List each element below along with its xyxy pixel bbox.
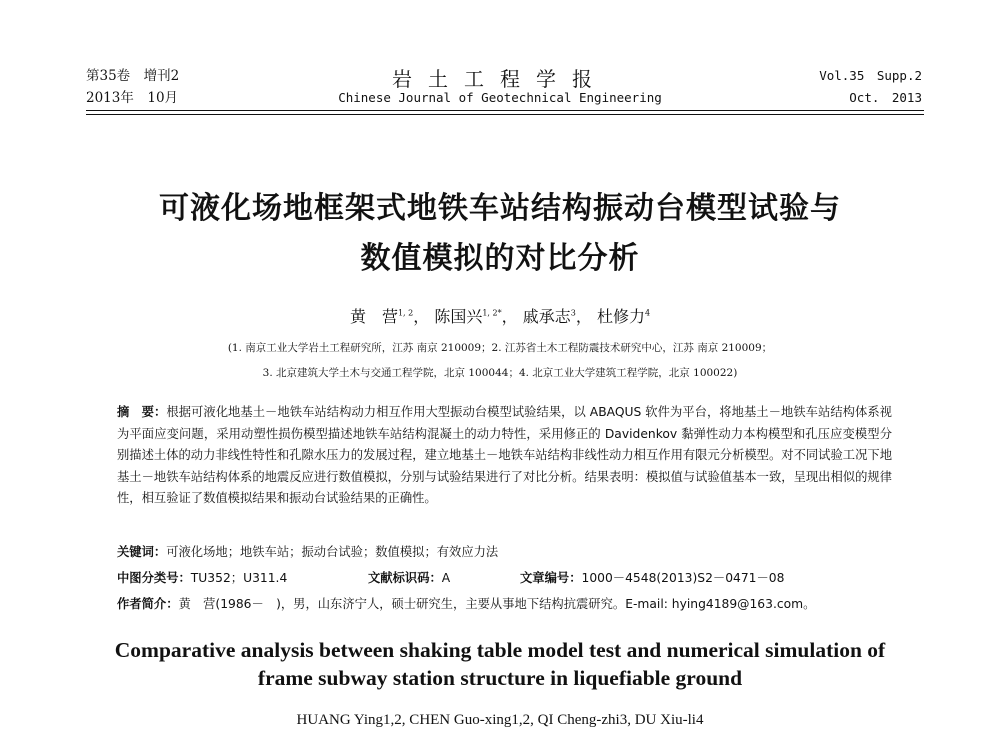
document-code-value: A (441, 571, 451, 585)
keywords-label: 关键词： (117, 545, 167, 559)
author-bio-label: 作者简介： (117, 597, 179, 611)
clc-value: TU352；U311.4 (190, 571, 288, 585)
author-affiliation-mark: 3 (570, 308, 576, 318)
article-number (520, 568, 784, 586)
keywords (117, 542, 498, 560)
document-code (368, 568, 450, 586)
article-title-en (40, 636, 960, 692)
title-en-line-2: frame subway station structure in liquefiable ground (257, 666, 743, 690)
volume-issue-cn: 第35卷 增刊2 (86, 68, 180, 84)
author-name: 黄 营 (349, 307, 398, 326)
affiliation-line-1: (1. 南京工业大学岩土工程研究所，江苏 南京 210009；2. 江苏省土木工程防震技术研究中心，江苏 南京 210009； (227, 342, 773, 354)
keywords-text: 可液化场地；地铁车站；振动台试验；数值模拟；有效应力法 (166, 545, 499, 559)
author-bio (117, 594, 815, 612)
author-name: 陈国兴 (434, 307, 483, 326)
author-affiliation-mark: 1, 2* (482, 308, 502, 318)
author-name: 戚承志 (522, 307, 571, 326)
author-affiliation-mark: 1, 2 (397, 308, 414, 318)
title-line-2: 数值模拟的对比分析 (360, 241, 640, 276)
abstract-text: 根据可液化地基土－地铁车站结构动力相互作用大型振动台模型试验结果，以 ABAQUS 软件为平台，将地基土－地铁车站结构体系视为平面应变问题，采用动塑性损伤模型描述地铁车站结构混凝土的动力特性，采用修正的 Davidenkov 黏弹性动力本构模型和孔压应变模型分别描述土体的动力非线性特性和孔隙水压力的发展过程，建立地基土－地铁车站结构非线性动力相互作用有限元分析模型。对不同试验工况下地基土－地铁车站结构体系的地震反应进行数值模拟，分别与试验结果进行了对比分析。结果表明：模拟值与试验值基本一致，呈现出相似的规律性，相互验证了数值模拟结果和振动台试验结果的正确性。 (117, 405, 892, 506)
date-cn: 2013年 10月 (86, 90, 179, 106)
volume-issue-en: Vol.35 Supp.2 (819, 68, 922, 83)
header-rule-top (86, 110, 924, 111)
date-en: Oct. 2013 (849, 90, 922, 105)
journal-title-cn: 岩土工程学报 (392, 67, 608, 91)
title-en-line-1: Comparative analysis between shaking table model test and numerical simulation of (114, 638, 886, 662)
author-bio-text: 黄 营(1986－ )，男，山东济宁人，硕士研究生，主要从事地下结构抗震研究。E-mail: hying4189@163.com。 (178, 597, 816, 611)
document-code-label: 文献标识码： (368, 571, 442, 585)
author-list: 黄 营$^{1, 2}$， 陈国兴$^{1, 2*}$， 戚承志$^3$， 杜修力$^4$ (349, 307, 651, 326)
article-number-value: 1000－4548(2013)S2－0471－08 (581, 571, 785, 585)
author-name: 杜修力 (596, 307, 645, 326)
article-number-label: 文章编号： (520, 571, 582, 585)
clc-label: 中图分类号： (117, 571, 191, 585)
article-title-cn (60, 184, 940, 284)
abstract (117, 402, 892, 510)
header-rule-bottom (86, 114, 924, 115)
affiliation-line-2: 3. 北京建筑大学土木与交通工程学院，北京 100044；4. 北京工业大学建筑工程学院，北京 100022) (262, 367, 738, 379)
author-affiliation-mark: 4 (644, 308, 651, 318)
clc-number (117, 568, 287, 586)
title-line-1: 可液化场地框架式地铁车站结构振动台模型试验与 (159, 191, 841, 226)
author-list-en: HUANG Ying1,2, CHEN Guo-xing1,2, QI Cheng-zhi3, DU Xiu-li4 (296, 712, 704, 728)
journal-title-en: Chinese Journal of Geotechnical Engineering (338, 90, 662, 105)
abstract-label: 摘 要： (117, 405, 167, 419)
